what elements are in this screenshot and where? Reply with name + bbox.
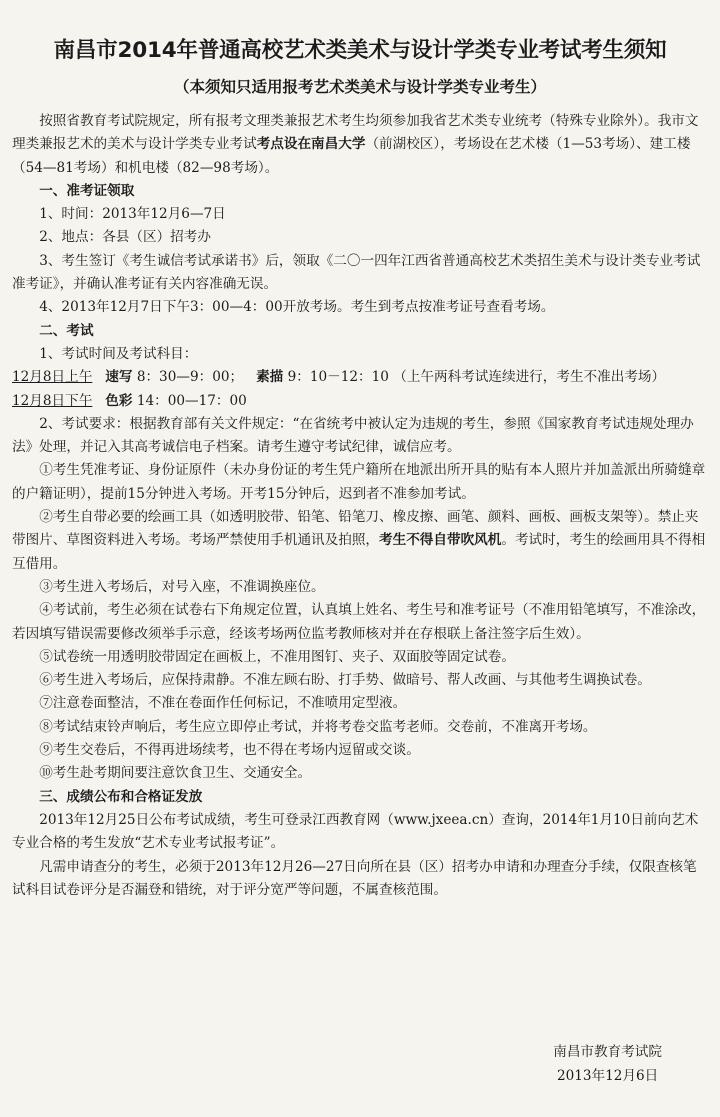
rule-2 [12, 506, 708, 576]
rule-3: ③考生进入考场后，对号入座，不准调换座位。 [39, 578, 325, 595]
signature-block [553, 1040, 662, 1088]
schedule-subject-color: 色彩 [105, 392, 133, 409]
schedule-time-sketch: 8：30—9：00； [136, 369, 244, 386]
section3-results: 2013年12月25日公布考试成绩，考生可登录江西教育网（www.jxeea.cn）查询，2014年1月10日前向艺术专业合格的考生发放“艺术专业考试报考证”。 [12, 811, 699, 852]
section1-item-venue-open: 4、2013年12月7日下午3：00—4：00开放考场。考生到考点按准考证号查看考场。 [39, 299, 555, 316]
section1-item-pledge: 3、考生签订《考生诚信考试承诺书》后，领取《二〇一四年江西省普通高校艺术类招生美术与设计类专业考试准考证》，并确认准考证有关内容准确无误。 [12, 252, 701, 293]
schedule-subject-drawing: 素描 [256, 369, 284, 386]
schedule-morning-note: （上午两科考试连续进行，考生不准出考场） [393, 369, 666, 386]
section1-heading: 一、准考证领取 [39, 182, 135, 199]
rule-8: ⑧考试结束铃声响后，考生应立即停止考试，并将考卷交监考老师。交卷前，不准离开考场。 [39, 718, 597, 735]
rule-2-text-2: 。考试时，考生的绘画用具不得相互借用。 [12, 532, 706, 572]
schedule-morning-date: 12月8日上午 [12, 369, 93, 386]
rule-10: ⑩考生赴考期间要注意饮食卫生、交通安全。 [39, 765, 312, 782]
schedule-time-drawing: 9：10－12：10 [287, 369, 389, 386]
section3-rescore: 凡需申请查分的考生，必须于2013年12月26—27日向所在县（区）招考办申请和办理查分手续，仅限查核笔试科目试卷评分是否漏登和错统，对于评分宽严等问题，不属查核范围。 [12, 858, 697, 898]
intro-paragraph [12, 110, 708, 180]
schedule-afternoon-date: 12月8日下午 [12, 392, 93, 409]
section2-heading: 二、考试 [39, 322, 94, 339]
section2-requirements: 2、考试要求：根据教育部有关文件规定：“在省统考中被认定为违规的考生，参照《国家教育考试违规处理办法》处理，并记入其高考诚信电子档案。请考生遵守考试纪律，诚信应考。 [12, 415, 694, 456]
rule-9: ⑨考生交卷后，不得再进场续考，也不得在考场内逗留或交谈。 [39, 742, 420, 759]
rule-6: ⑥考生进入考场后，应保持肃静。不准左顾右盼、打手势、做暗号、帮人改画、与其他考生调换试卷。 [39, 672, 651, 689]
schedule-subject-sketch: 速写 [105, 369, 133, 386]
rule-5: ⑤试卷统一用透明胶带固定在画板上，不准用图钉、夹子、双面胶等固定试卷。 [39, 648, 515, 665]
section2-subheading-time: 1、考试时间及考试科目： [39, 345, 198, 362]
rule-7: ⑦注意卷面整洁，不准在卷面作任何标记，不准喷用定型液。 [39, 695, 407, 712]
schedule-time-color: 14：00—17：00 [136, 392, 247, 409]
rule-2-no-hairdryer: 考生不得自带吹风机 [379, 532, 502, 549]
section3-heading: 三、成绩公布和合格证发放 [39, 788, 203, 805]
section1-item-place: 2、地点：各县（区）招考办 [39, 229, 211, 246]
rule-2-text-1: ②考生自带必要的绘画工具（如透明胶带、铅笔、铅笔刀、橡皮擦、画笔、颜料、画板、画板支架等）。禁止夹带图片、草图资料进入考场。考场严禁使用手机通讯及拍照， [12, 509, 699, 549]
rule-4: ④考试前，考生必须在试卷右下角规定位置，认真填上姓名、考生号和准考证号（不准用铅笔填写，不准涂改，若因填写错误需要修改须举手示意，经该考场两位监考教师核对并在存根联上备注签字后生效）。 [12, 602, 706, 642]
document-title: 南昌市2014年普通高校艺术类美术与设计学类专业考试考生须知 [53, 38, 667, 63]
intro-venue: 考点设在南昌大学 [256, 136, 366, 153]
document-subtitle: （本须知只适用报考艺术类美术与设计学类专业考生） [173, 78, 546, 96]
intro-text-1: 按照省教育考试院规定，所有报考文理类兼报艺术考生均须参加我省艺术类专业统考（特殊专业除外）。我市文理类兼报艺术的美术与设计学类专业考试 [12, 113, 699, 153]
intro-text-2: （前湖校区），考场设在艺术楼（1—53考场）、建工楼（54—81考场）和机电楼（82—98考场）。 [12, 136, 691, 176]
rule-1: ①考生凭准考证、身份证原件（未办身份证的考生凭户籍所在地派出所开具的贴有本人照片并加盖派出所骑缝章的户籍证明），提前15分钟进入考场。开考15分钟后，迟到者不准参加考试。 [12, 462, 706, 502]
schedule-afternoon [12, 390, 708, 413]
section1-item-time: 1、时间：2013年12月6—7日 [39, 206, 226, 223]
signature-date: 2013年12月6日 [556, 1068, 659, 1084]
signature-org: 南昌市教育考试院 [553, 1044, 662, 1060]
schedule-morning [12, 366, 708, 389]
document-body [12, 110, 708, 902]
